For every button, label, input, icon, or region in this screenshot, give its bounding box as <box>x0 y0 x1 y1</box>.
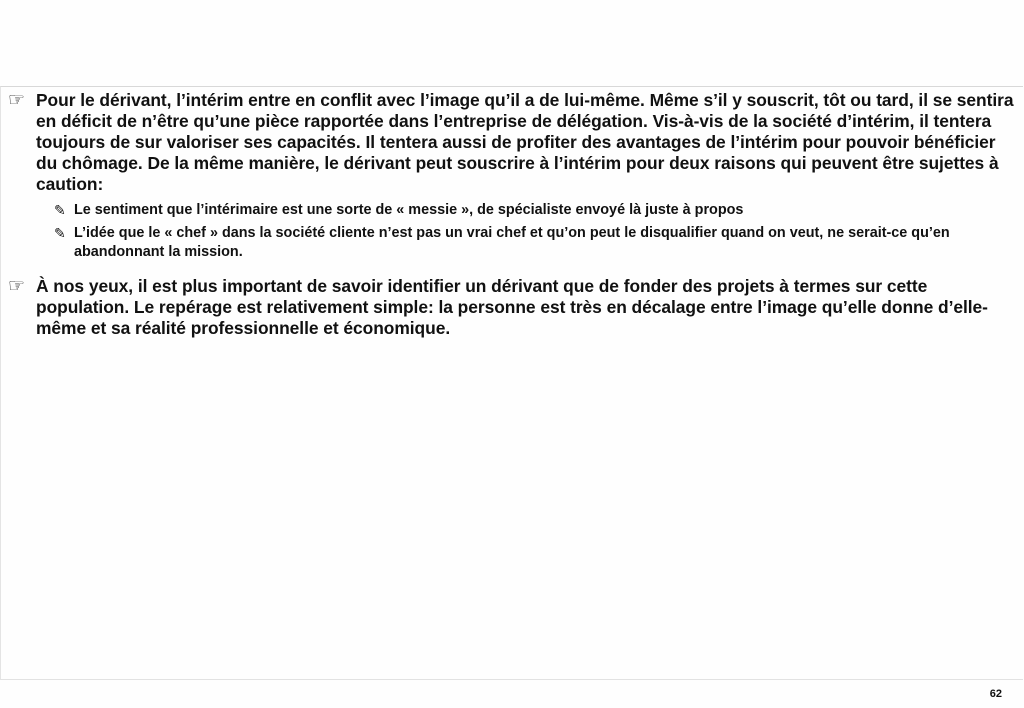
slide-content <box>8 90 1016 339</box>
sub-item-1 <box>54 201 1016 220</box>
pointing-hand-icon: ☞ <box>8 90 26 111</box>
sub-item-1-text: Le sentiment que l’intérimaire est une sorte de « messie », de spécialiste envoyé là juste à propos <box>74 202 744 218</box>
bullet-1-text: Pour le dérivant, l’intérim entre en conflit avec l’image qu’il a de lui-même. Même s’il y souscrit, tôt ou tard, il se sentira en déficit de n’être qu’une pièce rapportée dans l’entreprise de délégation. Vis-à-vis de la société d’intérim, il tentera toujours de sur valoriser ses capacités. Il tentera aussi de profiter des avantages de l’intérim pour pouvoir bénéficier du chômage. De la même manière, le dérivant peut souscrire à l’intérim pour deux raisons qui peuvent être sujettes à caution: <box>36 90 1014 194</box>
sub-item-2 <box>54 224 1016 262</box>
bullet-2-text: À nos yeux, il est plus important de savoir identifier un dérivant que de fonder des projets à termes sur cette population. Le repérage est relativement simple: la personne est très en décalage entre l’image qu’elle donne d’elle-même et sa réalité professionnelle et économique. <box>36 276 988 338</box>
pencil-icon: ✎ <box>54 202 66 218</box>
bullet-2 <box>8 276 1016 339</box>
pointing-hand-icon: ☞ <box>8 276 26 297</box>
page-number: 62 <box>989 688 1002 700</box>
pencil-icon: ✎ <box>54 225 66 241</box>
bullet-1-sub-list <box>54 201 1016 262</box>
bullet-1 <box>8 90 1016 195</box>
sub-item-2-text: L’idée que le « chef » dans la société cliente n’est pas un vrai chef et qu’on peut le disqualifier quand on veut, ne serait-ce qu’en abandonnant la mission. <box>74 225 950 260</box>
